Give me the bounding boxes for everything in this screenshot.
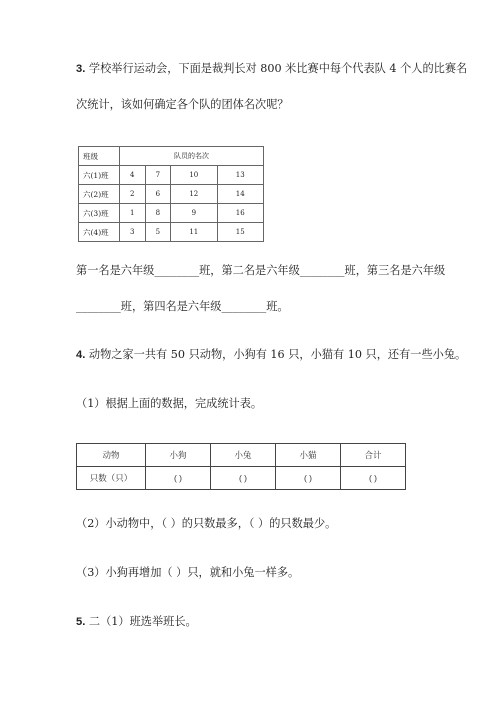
q5-number: 5. xyxy=(76,616,86,628)
cell: 15 xyxy=(217,223,264,242)
q3-answer-line1: 第一名是六年级________班，第二名是六年级________班，第三名是六年级 xyxy=(76,264,446,277)
cell: 7 xyxy=(145,166,171,185)
q5-text: 二（1）班选举班长。 xyxy=(88,615,197,628)
cell: 2 xyxy=(120,185,146,204)
cell: 3 xyxy=(120,223,146,242)
table-row xyxy=(79,185,264,204)
q4-sub3: （3）小狗再增加（ ）只，就和小兔一样多。 xyxy=(76,566,300,579)
q3-rank-table xyxy=(78,146,264,242)
row-label: 六(4)班 xyxy=(79,223,120,242)
q3-text-line2: 次统计，该如何确定各个队的团体名次呢？ xyxy=(76,98,289,111)
answer-blank[interactable]: ( ) xyxy=(146,467,211,490)
q4-text: 动物之家一共有 50 只动物，小狗有 16 只，小猫有 10 只，还有一些小兔。 xyxy=(88,348,467,361)
cell: 8 xyxy=(145,204,171,223)
row-label: 六(2)班 xyxy=(79,185,120,204)
cell: 5 xyxy=(145,223,171,242)
answer-blank[interactable]: ( ) xyxy=(276,467,341,490)
cell: 6 xyxy=(145,185,171,204)
cell: 9 xyxy=(171,204,217,223)
q4-number: 4. xyxy=(76,349,86,361)
q3-number: 3. xyxy=(76,63,86,75)
header-class: 班级 xyxy=(79,147,120,166)
table-row xyxy=(77,467,406,490)
cell: 1 xyxy=(120,204,146,223)
cell: 12 xyxy=(171,185,217,204)
cell: 14 xyxy=(217,185,264,204)
answer-blank[interactable]: ( ) xyxy=(211,467,276,490)
header-animal: 动物 xyxy=(77,444,146,467)
cell: 16 xyxy=(217,204,264,223)
q4-sub2: （2）小动物中，（ ）的只数最多，（ ）的只数最少。 xyxy=(76,517,337,530)
header-rabbit: 小兔 xyxy=(211,444,276,467)
q3-line1 xyxy=(76,60,467,76)
row-label: 六(1)班 xyxy=(79,166,120,185)
table-header-row xyxy=(79,147,264,166)
q5-line xyxy=(76,613,197,629)
cell: 13 xyxy=(217,166,264,185)
q4-line xyxy=(76,346,466,362)
table-row xyxy=(79,204,264,223)
table-header-row xyxy=(77,444,406,467)
cell: 10 xyxy=(171,166,217,185)
cell: 4 xyxy=(120,166,146,185)
header-ranks: 队员的名次 xyxy=(120,147,264,166)
header-cat: 小猫 xyxy=(276,444,341,467)
table-row xyxy=(79,166,264,185)
row-label: 只数（只） xyxy=(77,467,146,490)
row-label: 六(3)班 xyxy=(79,204,120,223)
q4-count-table xyxy=(76,443,406,490)
q4-sub1: （1）根据上面的数据，完成统计表。 xyxy=(76,397,263,410)
header-dog: 小狗 xyxy=(146,444,211,467)
q3-text-line1: 学校举行运动会，下面是裁判长对 800 米比赛中每个代表队 4 个人的比赛名 xyxy=(88,62,468,75)
answer-blank[interactable]: ( ) xyxy=(341,467,406,490)
q3-answer-line2: ________班，第四名是六年级________班。 xyxy=(76,300,289,313)
header-total: 合计 xyxy=(341,444,406,467)
table-row xyxy=(79,223,264,242)
cell: 11 xyxy=(171,223,217,242)
